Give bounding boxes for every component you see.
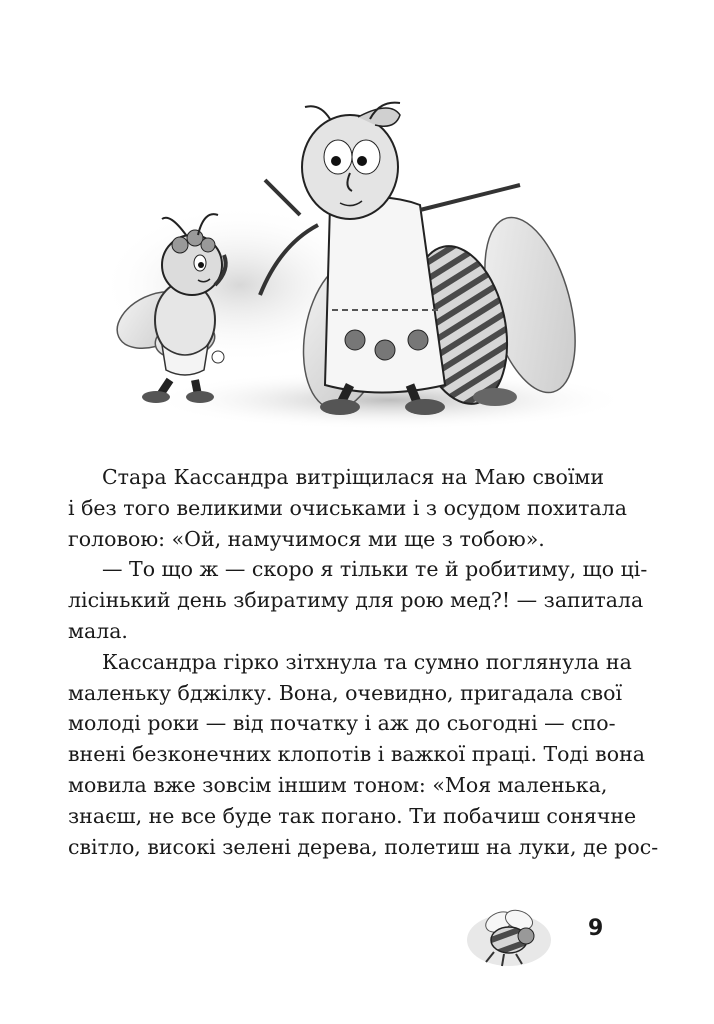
text-line: внені безконечних клопотів і важкої праці. Тоді вона (68, 742, 645, 767)
text-line: світло, високі зелені дерева, полетиш на луки, де рос- (68, 834, 659, 859)
text-line: Стара Кассандра витріщилася на Маю своїми (102, 465, 604, 489)
text-line: головою: «Ой, намучимося ми ще з тобою». (68, 526, 545, 551)
text-line: — То що ж — скоро я тільки те й робитиму, що ці- (102, 557, 648, 582)
text-line: знаєш, не все буде так погано. Ти побачиш сонячне (68, 803, 637, 828)
text-line: Кассандра гірко зітхнула та сумно поглянула на (102, 649, 632, 674)
paragraph (68, 554, 648, 646)
story-text (68, 462, 659, 862)
paragraph (68, 462, 627, 554)
text-line: маленьку бджілку. Вона, очевидно, пригадала свої (68, 680, 623, 705)
bee-icon (464, 902, 554, 972)
page-number: 9 (588, 916, 604, 941)
text-line: лісінький день збиратиму для рою мед?! — запитала (68, 588, 644, 613)
text-line: мала. (68, 618, 128, 643)
text-line: мовила вже зовсім іншим тоном: «Моя маленька, (68, 772, 608, 797)
text-line: і без того великими очиськами і з осудом похитала (68, 495, 627, 520)
text-line: молоді роки — від початку і аж до сьогодні — спо- (68, 711, 616, 736)
paragraph (68, 647, 659, 863)
two-bees-illustration (100, 95, 620, 430)
